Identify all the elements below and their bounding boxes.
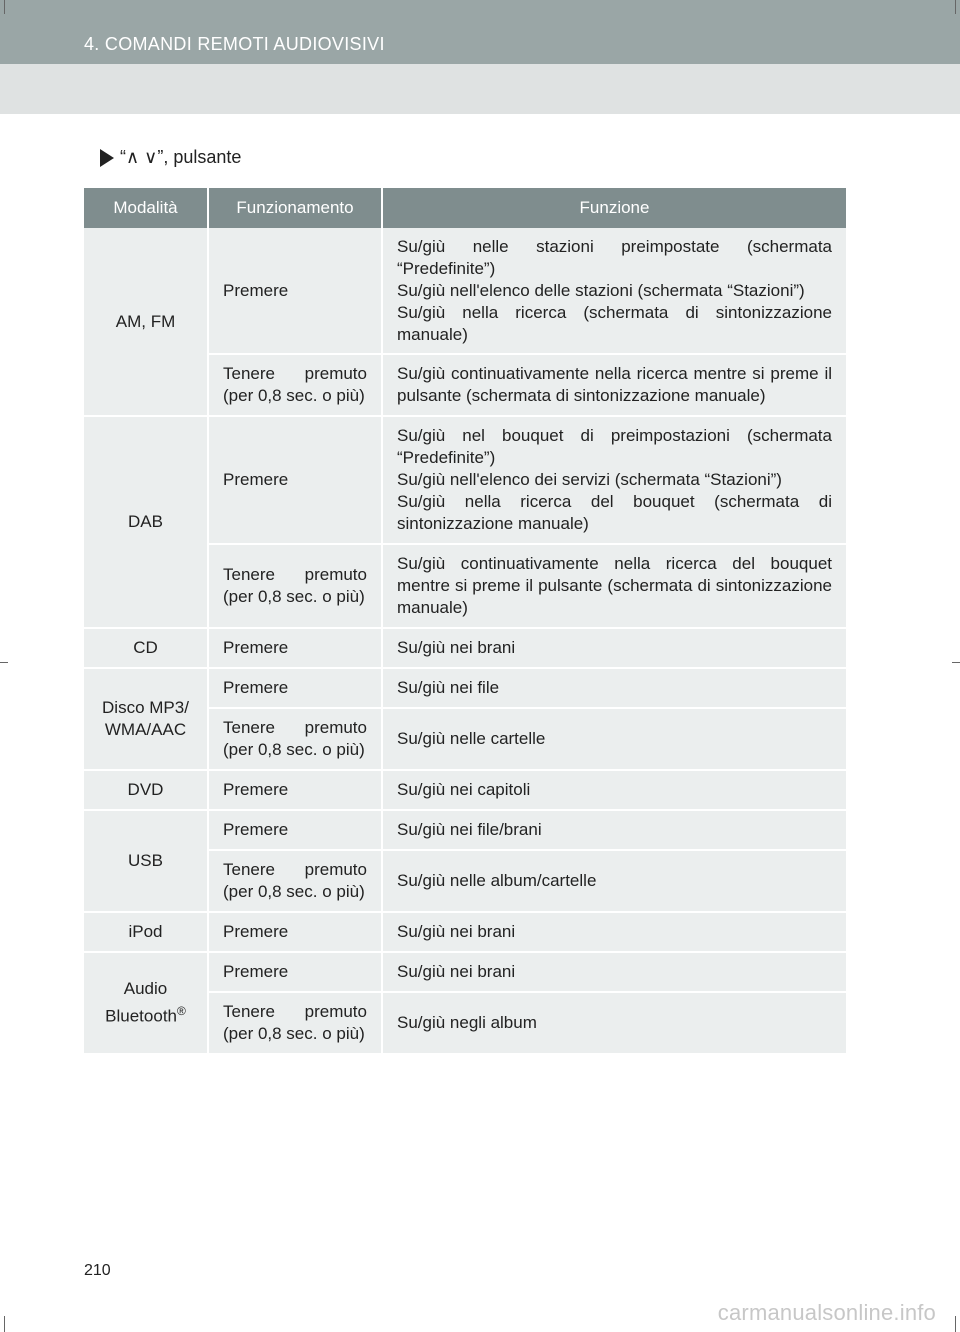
function-cell: Su/giù nei file — [382, 668, 846, 708]
function-line: Su/giù nell'elenco delle stazioni (schermata “Stazioni”) — [397, 280, 805, 300]
table-row — [84, 770, 846, 810]
operation-cell: Premere — [208, 416, 382, 544]
function-cell: Su/giù nei brani — [382, 952, 846, 992]
operation-cell: Premere — [208, 912, 382, 952]
page-number: 210 — [84, 1262, 111, 1279]
crop-mark — [4, 1316, 5, 1332]
operation-cell: Premere — [208, 770, 382, 810]
mode-cell: AM, FM — [84, 228, 208, 416]
mode-cell: DAB — [84, 416, 208, 628]
function-cell: Su/giù continuativamente nella ricerca mentre si preme il pulsante (schermata di sintonizzazione manuale) — [382, 354, 846, 416]
function-cell — [382, 228, 846, 354]
operation-cell: Tenere premuto (per 0,8 sec. o più) — [208, 354, 382, 416]
function-line: Su/giù nelle stazioni preimpostate (schermata “Predefinite”) — [397, 236, 832, 278]
watermark: carmanualsonline.info — [717, 1300, 936, 1325]
column-header: Funzione — [382, 188, 846, 228]
operation-cell: Premere — [208, 952, 382, 992]
function-line: Su/giù nel bouquet di preimpostazioni (schermata “Predefinite”) — [397, 426, 832, 467]
table-row — [84, 810, 846, 850]
operation-cell: Premere — [208, 810, 382, 850]
operation-cell: Premere — [208, 668, 382, 708]
mode-cell: iPod — [84, 912, 208, 952]
table-row — [84, 416, 846, 544]
mode-cell: DVD — [84, 770, 208, 810]
function-cell: Su/giù nelle cartelle — [382, 708, 846, 770]
header-band — [0, 64, 960, 114]
function-cell: Su/giù continuativamente nella ricerca del bouquet mentre si preme il pulsante (schermata di sintonizzazione manuale) — [382, 544, 846, 628]
function-cell: Su/giù nelle album/cartelle — [382, 850, 846, 912]
crop-mark — [955, 1316, 956, 1332]
column-header: Modalità — [84, 188, 208, 228]
function-cell: Su/giù negli album — [382, 992, 846, 1054]
function-cell: Su/giù nei capitoli — [382, 770, 846, 810]
mode-cell — [84, 952, 208, 1054]
table-row — [84, 952, 846, 992]
table-row — [84, 228, 846, 354]
function-cell: Su/giù nei brani — [382, 628, 846, 668]
registered-mark: ® — [177, 1004, 186, 1019]
table-header-row — [84, 188, 846, 228]
mode-cell: CD — [84, 628, 208, 668]
operation-cell: Premere — [208, 628, 382, 668]
function-cell — [382, 416, 846, 544]
function-line: Su/giù nella ricerca (schermata di sintonizzazione manuale) — [397, 302, 832, 344]
subheading — [100, 147, 241, 168]
triangle-bullet-icon — [100, 149, 114, 167]
subheading-text: “∧ ∨”, pulsante — [120, 147, 242, 167]
function-table — [84, 188, 846, 1055]
operation-cell: Tenere premuto (per 0,8 sec. o più) — [208, 708, 382, 770]
crop-mark — [952, 662, 960, 663]
function-line: Su/giù nella ricerca del bouquet (schermata di sintonizzazione manuale) — [397, 492, 832, 533]
operation-cell: Tenere premuto (per 0,8 sec. o più) — [208, 544, 382, 628]
function-cell: Su/giù nei file/brani — [382, 810, 846, 850]
table-row — [84, 912, 846, 952]
section-title: 4. COMANDI REMOTI AUDIOVISIVI — [84, 34, 385, 54]
mode-label: Audio Bluetooth — [105, 979, 177, 1026]
operation-cell: Premere — [208, 228, 382, 354]
column-header: Funzionamento — [208, 188, 382, 228]
mode-cell: Disco MP3/ WMA/AAC — [84, 668, 208, 770]
operation-cell: Tenere premuto (per 0,8 sec. o più) — [208, 850, 382, 912]
crop-mark — [4, 0, 5, 14]
operation-cell: Tenere premuto (per 0,8 sec. o più) — [208, 992, 382, 1054]
mode-cell: USB — [84, 810, 208, 912]
table-row — [84, 628, 846, 668]
table-row — [84, 668, 846, 708]
crop-mark — [955, 0, 956, 14]
function-line: Su/giù nell'elenco dei servizi (schermata “Stazioni”) — [397, 470, 782, 489]
crop-mark — [0, 662, 8, 663]
function-cell: Su/giù nei brani — [382, 912, 846, 952]
